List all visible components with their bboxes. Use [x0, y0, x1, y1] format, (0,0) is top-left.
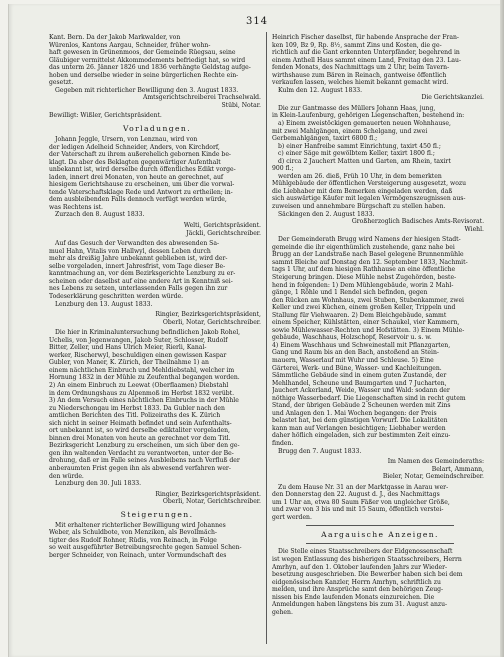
text-line: Ringier, Bezirksgerichtspräsident.: [155, 490, 261, 498]
left-column: [49, 34, 265, 559]
text-line: in dem Ordnungshaus zu Alpenmoß im Herbst 1832 verübt.: [49, 389, 235, 397]
text-line: Steigerung bringen. Diese Mühle nebst Zugehörden, beste-: [272, 273, 457, 281]
text-line: Gang und Raum bis an den Bach, anstoßend an Stein-: [272, 349, 439, 357]
text-line: Säckingen den 2. August 1833.: [278, 210, 375, 218]
text-line: Die Gerichtskanzlei.: [421, 94, 484, 102]
text-line: drohung, daß er im Falle seines Ausbleibens nach Verfluß der: [49, 457, 240, 465]
text-line: fenden Monats, des Nachmittags um 2 Uhr, beim Tavern-: [272, 64, 450, 72]
text-line: haft gewesen in Grünenmoos, der Gemeinde Rüegsau, seine: [49, 49, 236, 57]
text-line: Jäckli, Gerichtschreiber.: [186, 229, 261, 237]
text-line: Sämmtliche Gebäude sind in einem guten Zustande, der: [272, 372, 447, 380]
text-line: Die hier in Kriminaluntersuchung befindlichen Jakob Rohel,: [55, 329, 241, 337]
text-line: wirthshause zum Bären in Reinach, gantweise öffentlich: [272, 71, 447, 79]
text-line: Gläubiger vermittelst Akkommodements befriedigt hat, so wird: [49, 56, 246, 64]
text-line: Hornung 1832 in der Mühle zu Zeufenthal begangen worden.: [49, 374, 240, 382]
text-line: Großherzoglich Badisches Amts-Revisorat.: [351, 218, 484, 226]
text-line: selbe vorgeladen, innert Jahresfrist, vom Tage dieser Be-: [49, 262, 226, 270]
text-line: Mühlgebäude der öffentlichen Versteigerung ausgesetzt, wozu: [272, 180, 467, 188]
text-line: Anmeldungen haben längstens bis zum 31. August anzu-: [272, 601, 448, 609]
page-edge-shadow: [500, 0, 504, 657]
text-line: gänge, 1 Röhle und 1 Rendel sich befinden, gegen: [272, 289, 428, 297]
text-line: in Klein-Laufenburg, gehörigen Liegenschaften, bestehend in:: [272, 112, 465, 120]
text-line: verkaufen lassen, welches hiemit bekannt gemacht wird.: [272, 79, 449, 87]
text-line: tags 1 Uhr, auf dem hiesigen Rathhause an eine öffentliche: [272, 266, 456, 274]
section-rule: [306, 543, 454, 544]
text-line: Im Namen des Gemeinderaths:: [387, 458, 484, 466]
text-line: ort unbekannt ist, so wird derselbe ediktaliter vorgeladen,: [49, 427, 230, 435]
text-line: sowie Mühlewasser-Rechten und Hofstätten. 3) Einem Mühle-: [272, 326, 465, 334]
text-line: Oberli, Notar, Gerichtschreiber.: [162, 318, 261, 326]
text-line: Bieler, Notar, Gemeindschreiber.: [382, 473, 484, 481]
text-line: Bitter, Zeller, und Hans Ulrich Meier, Rierli, Kanal-: [49, 344, 207, 352]
text-line: mehr als dreißig Jahre unbekannt geblieben ist, wird der-: [49, 255, 228, 263]
text-line: tende Vaterschaftsklage Rede und Antwort zu ertheilen; in-: [49, 188, 233, 196]
text-line: Würenlos, Kantons Aargau, Schneider, früher wohn-: [49, 41, 211, 49]
text-line: dem ausbleibenden Falls dennoch verfügt werden würde,: [49, 196, 227, 204]
section-heading: Aargauische Anzeigen.: [321, 530, 439, 540]
text-line: der Vaterschaft zu ihrem außerehelich gebornen Kinde be-: [49, 151, 231, 159]
text-line: Amtsgerichtschreiberei Trachselwald.: [142, 94, 261, 102]
text-line: sammt Bleiche auf Donstag den 12. September 1833, Nachmit-: [272, 258, 468, 266]
text-line: melden, und ihre Ansprüche samt den behörigen Zeug-: [272, 586, 444, 594]
text-line: und zwar von 3 bis und mit 15 Saum, öffentlich verstei-: [272, 506, 444, 514]
text-line: daher höflich eingeladen, sich zur bestimmten Zeit einzu-: [272, 432, 451, 440]
text-line: Die Stelle eines Staatsschreibers der Eidgenossenschaft: [278, 548, 453, 556]
text-line: hoben und derselbe wieder in seine bürgerlichen Rechte ein-: [49, 71, 239, 79]
text-line: Welti, Gerichtspräsident.: [183, 222, 261, 230]
text-line: einem Speicher, Kühlstätten, einer Schaukel, vier Kammern,: [272, 319, 460, 327]
text-line: eidgenössischen Kanzler, Herrn Amrhyn, schriftlich zu: [272, 578, 441, 586]
text-line: Keller und zwei Küchen, einem großen Keller, Trippeln und: [272, 304, 456, 312]
text-line: Gubler, von Maner, K. Zürich, der Theilnahme 1) an: [49, 359, 209, 367]
text-line: sich nicht in seiner Heimath befindet und sein Aufenthalts-: [49, 419, 232, 427]
text-line: Todeserklärung geschritten werden würde.: [49, 292, 184, 300]
text-line: mit zwei Mahlgängen, einem Schelgang, und zwei: [272, 127, 428, 135]
text-line: Der Gemeinderath Brugg wird Namens der hiesigen Stadt-: [278, 236, 461, 244]
text-line: Brugg an der Landstraße nach Basel gelegene Brunnenmühle: [272, 251, 464, 259]
text-line: Mit erhaltener richterlicher Bewilligung wird Johannes: [55, 521, 226, 529]
text-line: a) Einem zweistöckigen gemauerten neuen Wohnhause,: [278, 120, 451, 128]
text-line: zuweisen und annehmbare Bürgschaft zu stellen haben.: [272, 203, 446, 211]
text-line: Bewilligt: Wißler, Gerichtspräsident.: [49, 112, 162, 120]
text-line: 2) An einem Einbruch zu Leewat (Oberflaamen) Diebstahl: [49, 381, 229, 389]
text-line: nissen bis Ende laufenden Monats einzureichen. Die: [272, 593, 435, 601]
text-line: richtlich auf die Gant erkennten Unterpfänder, begehrend in: [272, 49, 460, 57]
text-line: sich auswärtige Käufer mit legalen Vermögenszeugnissen aus-: [272, 195, 466, 203]
right-column: [272, 34, 488, 616]
text-line: Belart, Ammann,: [431, 465, 484, 473]
text-line: werker, Rischerwyl, beschuldigen einen gewissen Kaspar: [49, 351, 227, 359]
text-line: den Rücken am Wohnhaus, zwei Stuben, Stubenkammer, zwei: [272, 296, 464, 304]
newspaper-page: [8, 4, 504, 657]
text-line: kann man auf Verlangen besichtigen; Liebhaber werden: [272, 424, 446, 432]
text-line: besetzung ausgeschrieben. Die Bewerber haben sich bei dem: [272, 571, 463, 579]
text-line: Brugg den 7. August 1833.: [278, 447, 362, 455]
column-divider: [266, 32, 267, 644]
text-line: gemeinde die ihr eigenthümlich zustehende, ganz nahe bei: [272, 243, 455, 251]
text-line: gen ihn waltenden Verdacht zu verantworten, unter der Be-: [49, 449, 234, 457]
text-line: werden am 26. dieß, Früh 10 Uhr, in dem bemerkten: [278, 172, 442, 180]
text-line: Ringier, Bezirksgerichtspräsident,: [155, 311, 261, 319]
text-line: zu Niederschongau im Herbst 1833. Da Gubler nach den: [49, 404, 225, 412]
text-line: Oberli, Notar, Gerichtschreiber.: [162, 498, 261, 506]
text-line: einem nächtlichen Einbruch und Mehldiebstahl, welcher im: [49, 366, 235, 374]
text-line: Bezirksgericht Lenzburg zu erscheinen, um sich über den ge-: [49, 442, 240, 450]
text-line: ist wegen Entlassung des bisherigen Staatsschreibers, Herrn: [272, 556, 462, 563]
text-line: tigter des Rudolf Rohner, Rüdis, von Reinach, in Folge: [49, 536, 217, 544]
text-line: gebäude, Waschhaus, Holzschopf, Reservoir u. s. w.: [272, 334, 432, 342]
text-line: 900 fl.;: [272, 165, 294, 173]
text-line: einem Anthell Haus sammt einem Land, Freitag den 23. Lau-: [272, 56, 462, 64]
text-line: hend in folgenden: 1) Dem Mühlengebäude, worin 2 Mahl-: [272, 281, 454, 289]
text-line: nöthige Wasserbedarf. Die Liegenschaften sind in recht gutem: [272, 394, 466, 402]
text-line: mauern, Wasserlauf mit Wuhr und Schleuse. 5) Eine: [272, 356, 434, 364]
text-line: Jauchert Ackerland, Weide, Wasser und Wald: sodann der: [272, 387, 450, 395]
text-line: Kant. Bern. Da der Jakob Markwalder, von: [49, 34, 181, 41]
text-line: belastet hat, bei dem günstigen Vorwurf. Die Lokalitäten: [272, 417, 448, 425]
text-line: Uchelis, von Jegenwangen, Jakob Suter, Schlosser, Rudolf: [49, 336, 228, 344]
text-line: Stand, der übrigen Gebäude 2 Scheunen werden mit Zins: [272, 402, 451, 410]
section-rule: [306, 525, 454, 526]
text-line: um 1 Uhr an, etwa 80 Saum Fäßer von ungleicher Größe,: [272, 498, 450, 506]
text-line: b) einer Hanfreibe sammt Einrichtung, taxirt 450 fl.;: [278, 142, 441, 150]
text-line: laden, innert drei Monaten, von heute an gerechnet, auf: [49, 173, 224, 181]
text-line: 4) Einem Waschhaus und Schweinestall mit Pflanzgarten,: [272, 341, 451, 349]
text-line: Amrhyn, auf den 1. Oktober laufenden Jahrs zur Wieder-: [272, 563, 448, 571]
text-line: Weber, als Schuldbote, von Menziken, als Bevollmäch-: [49, 529, 217, 537]
section-heading: Vorladungen.: [122, 124, 192, 134]
text-line: Lenzburg den 13. August 1833.: [55, 300, 153, 308]
text-line: unbekannt ist, wird derselbe durch öffentliches Edikt vorge-: [49, 166, 236, 174]
text-line: den würde.: [49, 472, 84, 480]
text-line: Zu dem Hause Nr. 31 an der Marktgasse in Aarau wer-: [278, 483, 449, 491]
text-line: klagt. Da aber des Beklagten gegenwärtiger Aufenthalt: [49, 158, 221, 166]
text-line: Stallung für Viehwaaren. 2) Dem Bleichgebäude, sammt: [272, 311, 447, 319]
text-line: Johann Jeggle, Ursern, von Lenznau, wird von: [55, 136, 198, 144]
text-line: die Liebhaber mit dem Bemerken eingeladen werden, daß: [272, 187, 453, 195]
text-line: gesetzt.: [49, 79, 74, 87]
text-line: Lenzburg den 30. Juli 1833.: [55, 480, 142, 488]
text-line: ken 109, Bz 9, Rp. 8½, sammt Zins und Kosten, die ge-: [272, 41, 442, 49]
text-line: scheinen oder daselbst auf eine andere Art in Kenntniß sei-: [49, 277, 233, 285]
text-line: amtlichen Berichten des Titl. Polizeiraths des K. Zürich: [49, 412, 221, 420]
text-line: c) einer Säge mit gewölbtem Keller, taxirt 1800 fl.;: [278, 150, 435, 158]
text-line: gert werden.: [272, 513, 312, 521]
text-line: das unterm 26. Jänner 1826 und 1836 verhängte Geldstag aufge-: [49, 64, 251, 72]
text-line: Auf das Gesuch der Verwandten des abwesenden Sa-: [55, 240, 220, 248]
text-line: d) circa 2 Jauchert Matten und Garten, am Rhein, taxirt: [278, 157, 451, 165]
text-line: so weit ausgeführter Betreibungsrechte gegen Samuel Schen-: [49, 544, 242, 552]
text-line: gehen.: [272, 608, 293, 616]
text-line: Heinrich Fischer daselbst, für habende Ansprache der Fran-: [272, 34, 459, 41]
text-line: Stübi, Notar.: [221, 101, 261, 109]
text-line: anberaumten Frist gegen ihn als abwesend verfahren wer-: [49, 464, 231, 472]
text-line: Wiehl.: [464, 225, 484, 233]
text-line: 3) An dem Versuch eines nächtlichen Einbruchs in der Mühle: [49, 397, 239, 405]
text-line: binnen drei Monaten von heute an gerechnet vor dem Titl.: [49, 434, 231, 442]
text-line: Gerbemahlgängen, taxirt 6800 fl.;: [272, 135, 378, 143]
text-line: finden.: [272, 439, 294, 447]
text-line: berger Schneider, von Reinach, unter Vormundschaft des: [49, 551, 227, 559]
text-line: kanntmachung an, vor dem Bezirksgerichte Lenzburg zu er-: [49, 270, 236, 278]
text-line: nes Lebens zu setzen, unterlassenden Falls gegen ihn zur: [49, 285, 228, 293]
page-number: 314: [245, 16, 269, 27]
text-line: Gärterei, Werk- und Büne, Wasser- und Kachleitungen.: [272, 364, 442, 372]
text-line: Gegeben mit richterlicher Bewilligung den 3. August 1833.: [55, 86, 239, 94]
text-line: hiesigem Gerichtshause zu erscheinen, um über die vorwal-: [49, 181, 235, 189]
text-line: Mehlhandel, Scheune und Baumgarten und 7 Jucharten,: [272, 379, 447, 387]
text-line: und Anlagen den 1. Mai Wochen begangen: der Preis: [272, 409, 437, 417]
text-line: den Donnerstag den 22. August d. J., des Nachmittags: [272, 491, 440, 499]
text-line: muel Hahn, Vitalis von Hallwyl, dessen Leben durch: [49, 247, 211, 255]
text-line: der ledigen Adelheid Schneider, Anders, von Kirchdorf,: [49, 143, 220, 151]
text-line: Zurzach den 8. August 1833.: [55, 211, 145, 219]
text-line: Die zur Gantmasse des Müllers Johann Haas, jung,: [278, 104, 436, 112]
section-heading: Steigerungen.: [120, 509, 194, 519]
text-line: Kulm den 12. August 1833.: [278, 86, 363, 94]
text-line: was Rechtens ist.: [49, 203, 103, 211]
